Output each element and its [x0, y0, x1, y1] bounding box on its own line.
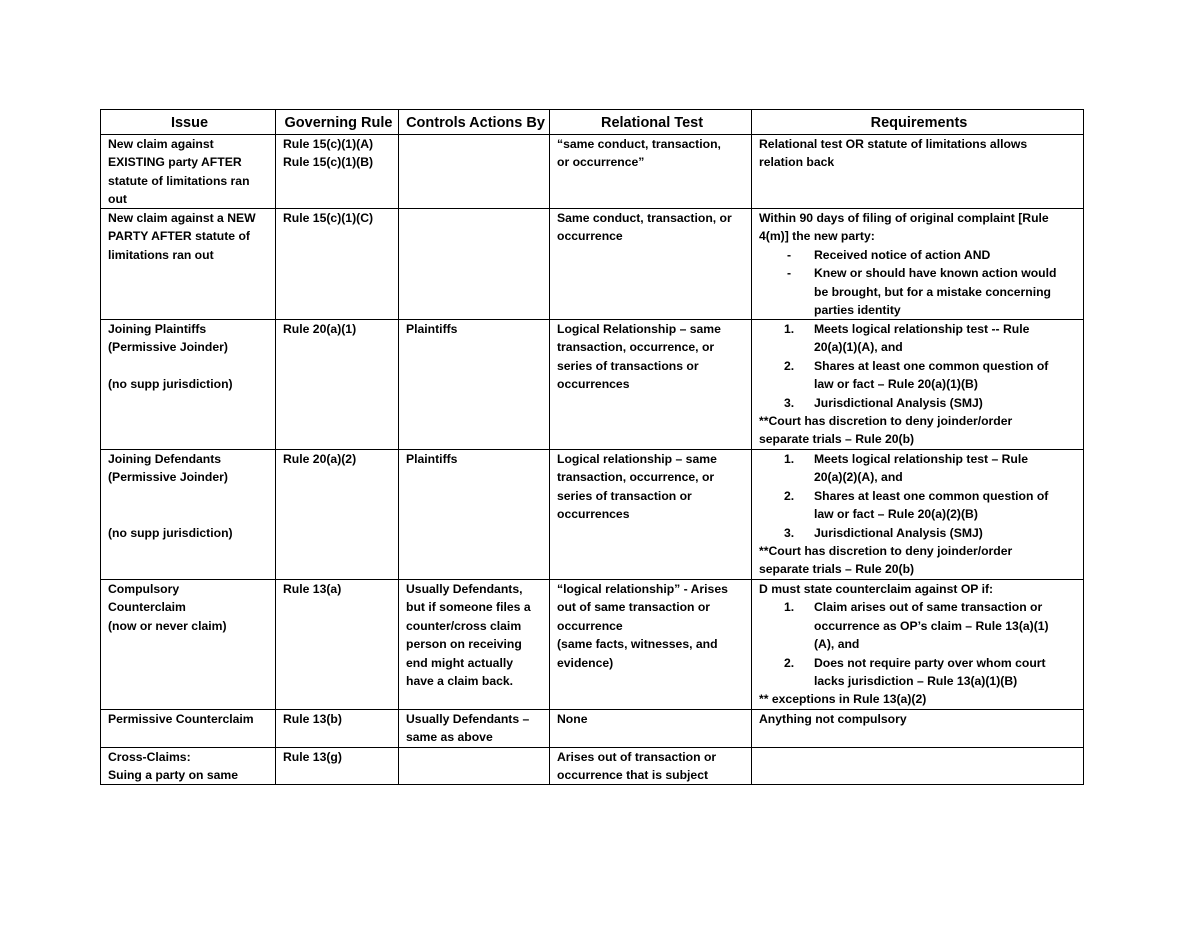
governing-rule-cell [276, 135, 399, 209]
cell-line: Rule 13(a) [283, 582, 342, 596]
requirements-cell [752, 748, 1084, 785]
cell-line: transaction, occurrence, or [557, 470, 715, 485]
cell-line: lacks jurisdiction – Rule 13(a)(1)(B) [814, 674, 1018, 689]
cell-line: Rule 15(c)(1)(B) [283, 155, 374, 170]
requirements-cell [752, 209, 1084, 320]
cell-line: evidence) [557, 655, 614, 670]
cell-line: - Received notice of action AND [814, 247, 991, 262]
cell-line: Rule 20(a)(1) [283, 322, 357, 336]
cell-line: Cross-Claims: [108, 750, 191, 764]
cell-line: New claim against [108, 137, 214, 151]
cell-line: occurrence [557, 618, 623, 633]
cell-line: Meets logical relationship test -- Rule [814, 322, 1030, 336]
dash-list [759, 246, 1079, 318]
cell-line: Anything not compulsory [759, 712, 907, 726]
table-row [101, 135, 1084, 209]
cell-line: D must state counterclaim against OP if: [759, 582, 994, 596]
governing-rule-cell [276, 450, 399, 580]
relational-test-cell [550, 580, 752, 710]
issue-cell [101, 320, 276, 450]
cell-line: 4(m)] the new party: [759, 229, 875, 244]
cell-line: Shares at least one common question of [814, 358, 1049, 373]
rules-table [100, 109, 1084, 785]
cell-line: Rule 13(b) [283, 712, 342, 726]
cell-line [108, 357, 271, 375]
governing-rule-cell [276, 710, 399, 748]
requirements-cell [752, 450, 1084, 580]
cell-line: separate trials – Rule 20(b) [759, 562, 915, 577]
numbered-list [759, 320, 1079, 412]
cell-line: Suing a party on same [108, 768, 239, 783]
list-item [759, 320, 1079, 357]
cell-line: Counterclaim [108, 600, 186, 615]
cell-line: occurrence as OP’s claim – Rule 13(a)(1) [814, 618, 1049, 633]
cell-line: “logical relationship” - Arises [557, 582, 728, 596]
cell-line: end might actually [406, 655, 513, 670]
cell-line: same as above [406, 730, 493, 745]
cell-line: EXISTING party AFTER [108, 155, 242, 170]
cell-line: Jurisdictional Analysis (SMJ) [814, 395, 983, 410]
governing-rule-cell [276, 580, 399, 710]
cell-line: Joining Defendants [108, 452, 222, 466]
cell-line: Plaintiffs [406, 322, 458, 336]
list-number: 3. [784, 395, 795, 410]
controls-cell [399, 580, 550, 710]
cell-line: None [557, 712, 588, 726]
relational-test-cell [550, 710, 752, 748]
list-item [759, 394, 1079, 412]
cell-line: “same conduct, transaction, [557, 137, 721, 151]
cell-line: **Court has discretion to deny joinder/order [759, 414, 1013, 429]
cell-line: ** exceptions in Rule 13(a)(2) [759, 692, 927, 707]
cell-line: law or fact – Rule 20(a)(2)(B) [814, 507, 978, 522]
cell-line: statute of limitations ran [108, 173, 250, 188]
requirements-cell [752, 320, 1084, 450]
header-row [101, 110, 1084, 135]
controls-cell [399, 320, 550, 450]
issue-cell [101, 135, 276, 209]
requirements-cell [752, 710, 1084, 748]
cell-line: out [108, 192, 127, 207]
list-item [759, 264, 1079, 318]
controls-cell [399, 710, 550, 748]
requirements-cell [752, 580, 1084, 710]
issue-cell [101, 209, 276, 320]
cell-line [108, 487, 271, 505]
cell-line: PARTY AFTER statute of [108, 229, 250, 244]
cell-line: occurrences [557, 507, 630, 522]
issue-cell [101, 450, 276, 580]
cell-line: Permissive Counterclaim [108, 712, 254, 726]
list-number: 1. [784, 452, 795, 466]
cell-line: Jurisdictional Analysis (SMJ) [814, 525, 983, 540]
cell-line: Relational test OR statute of limitations allows [759, 137, 1028, 151]
cell-line: Plaintiffs [406, 452, 458, 466]
cell-line: transaction, occurrence, or [557, 340, 715, 355]
controls-cell [399, 450, 550, 580]
cell-line: Rule 15(c)(1)(A) [283, 137, 374, 151]
cell-line: Within 90 days of filing of original complaint [Rule [759, 211, 1049, 225]
numbered-list [759, 598, 1079, 690]
issue-cell [101, 580, 276, 710]
cell-line: relation back [759, 155, 835, 170]
list-item [759, 246, 1079, 264]
cell-line: limitations ran out [108, 247, 214, 262]
table-row [101, 748, 1084, 785]
header-governing-rule: Governing Rule [276, 110, 399, 135]
cell-line: Does not require party over whom court [814, 655, 1046, 670]
cell-line: occurrences [557, 377, 630, 392]
cell-line: **Court has discretion to deny joinder/order [759, 544, 1013, 559]
list-number: 3. [784, 525, 795, 540]
cell-line [108, 505, 271, 523]
list-item [759, 524, 1079, 542]
cell-line: Arises out of transaction or [557, 750, 717, 764]
list-number: 2. [784, 655, 795, 670]
list-number: 2. [784, 488, 795, 503]
header-relational-test: Relational Test [550, 110, 752, 135]
cell-line: Claim arises out of same transaction or [814, 600, 1043, 615]
cell-line: 20(a)(2)(A), and [814, 470, 903, 485]
cell-line: be brought, but for a mistake concerning [814, 284, 1052, 299]
relational-test-cell [550, 135, 752, 209]
cell-line: Logical Relationship – same [557, 322, 721, 336]
table-row [101, 710, 1084, 748]
cell-line: - Knew or should have known action would [814, 266, 1057, 281]
cell-line: series of transaction or [557, 488, 692, 503]
cell-line: Usually Defendants, [406, 582, 523, 596]
numbered-list [759, 450, 1079, 542]
list-number: 1. [784, 600, 795, 615]
governing-rule-cell [276, 320, 399, 450]
list-item [759, 654, 1079, 691]
cell-line: parties identity [814, 303, 901, 318]
cell-line: have a claim back. [406, 674, 514, 689]
list-item [759, 450, 1079, 487]
table-row [101, 580, 1084, 710]
cell-line: but if someone files a [406, 600, 531, 615]
cell-line: (same facts, witnesses, and [557, 637, 718, 652]
cell-line: Logical relationship – same [557, 452, 717, 466]
cell-line: or occurrence” [557, 155, 645, 170]
relational-test-cell [550, 209, 752, 320]
cell-line: counter/cross claim [406, 618, 522, 633]
table-row [101, 320, 1084, 450]
issue-cell [101, 748, 276, 785]
requirements-cell [752, 135, 1084, 209]
cell-line: (now or never claim) [108, 618, 227, 633]
header-issue: Issue [101, 110, 276, 135]
cell-line: Same conduct, transaction, or [557, 211, 732, 225]
list-item [759, 357, 1079, 394]
cell-line: (Permissive Joinder) [108, 340, 228, 355]
cell-line: Meets logical relationship test – Rule [814, 452, 1029, 466]
table-row [101, 450, 1084, 580]
controls-cell [399, 135, 550, 209]
cell-line: Rule 13(g) [283, 750, 342, 764]
issue-cell [101, 710, 276, 748]
cell-line: series of transactions or [557, 358, 699, 373]
cell-line: (no supp jurisdiction) [108, 525, 233, 540]
cell-line: New claim against a NEW [108, 211, 256, 225]
cell-line: Rule 20(a)(2) [283, 452, 357, 466]
cell-line: Joining Plaintiffs [108, 322, 207, 336]
list-number: 1. [784, 322, 795, 336]
header-controls-actions-by: Controls Actions By [399, 110, 550, 135]
cell-line: (no supp jurisdiction) [108, 377, 233, 392]
relational-test-cell [550, 748, 752, 785]
list-item [759, 487, 1079, 524]
header-requirements: Requirements [752, 110, 1084, 135]
table-row [101, 209, 1084, 320]
governing-rule-cell [276, 209, 399, 320]
relational-test-cell [550, 320, 752, 450]
cell-line: law or fact – Rule 20(a)(1)(B) [814, 377, 978, 392]
cell-line: (Permissive Joinder) [108, 470, 228, 485]
cell-line: Usually Defendants – [406, 712, 530, 726]
cell-line: occurrence [557, 229, 623, 244]
controls-cell [399, 748, 550, 785]
cell-line: separate trials – Rule 20(b) [759, 432, 915, 447]
list-number: 2. [784, 358, 795, 373]
cell-line: person on receiving [406, 637, 522, 652]
cell-line: Shares at least one common question of [814, 488, 1049, 503]
cell-line: 20(a)(1)(A), and [814, 340, 903, 355]
cell-line: Rule 15(c)(1)(C) [283, 211, 374, 225]
cell-line: Compulsory [108, 582, 180, 596]
relational-test-cell [550, 450, 752, 580]
list-item [759, 598, 1079, 653]
governing-rule-cell [276, 748, 399, 785]
cell-line: occurrence that is subject [557, 768, 709, 783]
cell-line: (A), and [814, 637, 860, 652]
controls-cell [399, 209, 550, 320]
cell-line: out of same transaction or [557, 600, 711, 615]
